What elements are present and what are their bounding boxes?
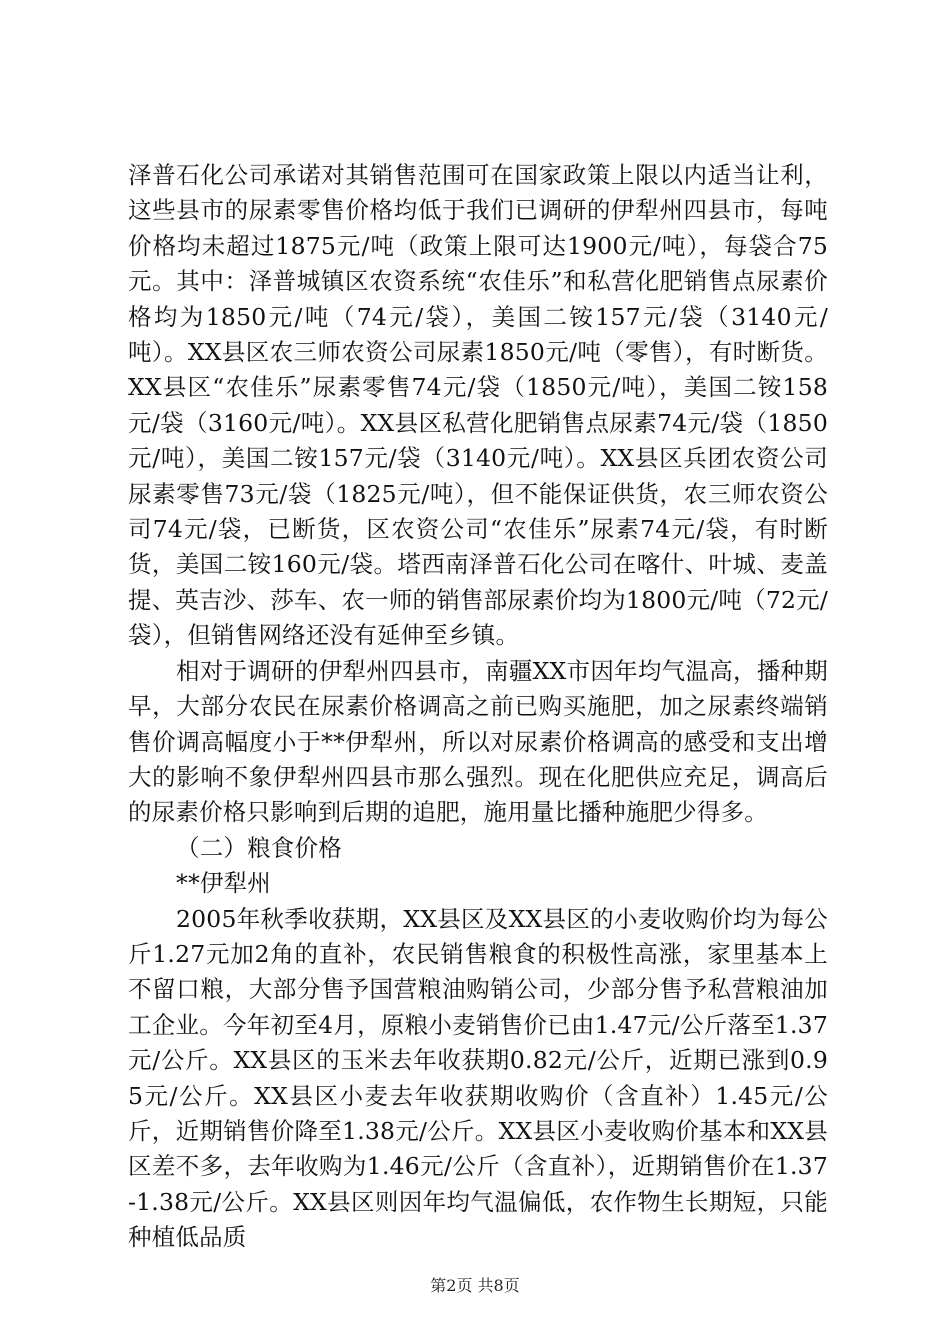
section-heading-grain-prices: （二）粮食价格: [176, 833, 342, 862]
document-body: [128, 158, 828, 1256]
paragraph-wheat-prices: 2005年秋季收获期，XX县区及XX县区的小麦收购价均为每公斤1.27元加2角的直补，农民销售粮食的积极性高涨，家里基本上不留口粮，大部分售予国营粮油购销公司，少部分售予私营粮油加工企业。今年初至4月，原粮小麦销售价已由1.47元/公斤落至1.37元/公斤。XX县区的玉米去年收获期0.82元/公斤，近期已涨到0.95元/公斤。XX县区小麦去年收获期收购价（含直补）1.45元/公斤，近期销售价降至1.38元/公斤。XX县区小麦收购价基本和XX县区差不多，去年收购为1.46元/公斤（含直补），近期销售价在1.37-1.38元/公斤。XX县区则因年均气温偏低，农作物生长期短，只能种植低品质: [128, 904, 828, 1252]
page-footer: 第2页 共8页: [430, 1276, 520, 1295]
paragraph-fertilizer-prices: 泽普石化公司承诺对其销售范围可在国家政策上限以内适当让利，这些县市的尿素零售价格均低于我们已调研的伊犁州四县市，每吨价格均未超过1875元/吨（政策上限可达1900元/吨），每袋合75元。其中：泽普城镇区农资系统“农佳乐”和私营化肥销售点尿素价格均为1850元/吨（74元/袋），美国二铵157元/袋（3140元/吨）。XX县区农三师农资公司尿素1850元/吨（零售），有时断货。XX县区“农佳乐”尿素零售74元/袋（1850元/吨），美国二铵158元/袋（3160元/吨）。XX县区私营化肥销售点尿素74元/袋（1850元/吨），美国二铵157元/袋（3140元/吨）。XX县区兵团农资公司尿素零售73元/袋（1825元/吨），但不能保证供货，农三师农资公司74元/袋，已断货，区农资公司“农佳乐”尿素74元/袋，有时断货，美国二铵160元/袋。塔西南泽普石化公司在喀什、叶城、麦盖提、英吉沙、莎车、农一师的销售部尿素价均为1800元/吨（72元/袋），但销售网络还没有延伸至乡镇。: [128, 161, 828, 650]
paragraph-comparison: 相对于调研的伊犁州四县市，南疆XX市因年均气温高，播种期早，大部分农民在尿素价格调高之前已购买施肥，加之尿素终端销售价调高幅度小于**伊犁州，所以对尿素价格调高的感受和支出增大的影响不象伊犁州四县市那么强烈。现在化肥供应充足，调高后的尿素价格只影响到后期的追肥，施用量比播种施肥少得多。: [128, 656, 828, 827]
subheading-yili: **伊犁州: [176, 869, 271, 898]
